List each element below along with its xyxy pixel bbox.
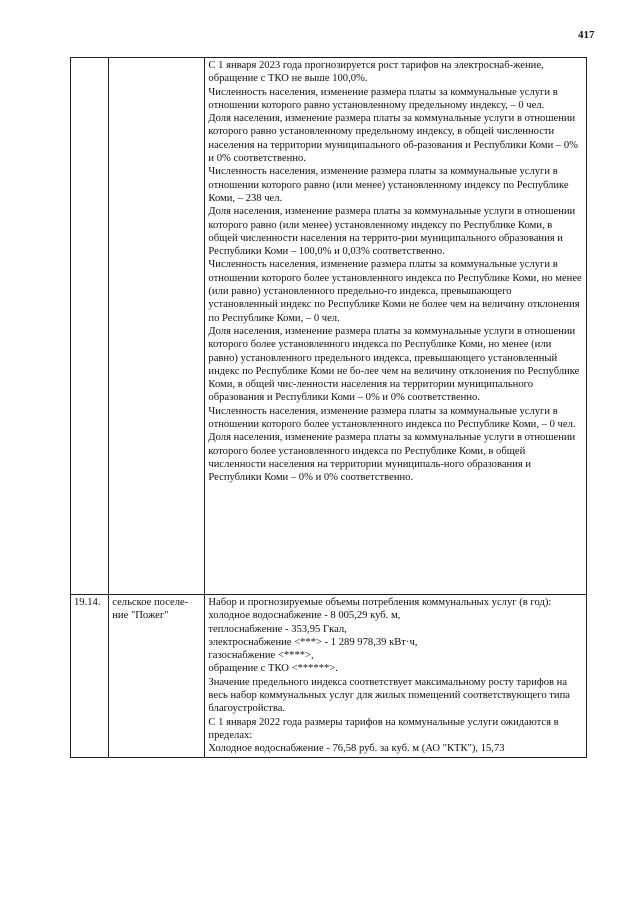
paragraph: Холодное водоснабжение - 76,58 руб. за куб. м (АО "КТК"), 15,73	[208, 743, 505, 755]
paragraph: Значение предельного индекса соответствует максимальному росту тарифов на весь набор коммунальных услуг для жилых помещений соответствующего типа благоустройства.	[208, 676, 570, 715]
paragraph: Численность населения, изменение размера платы за коммунальные услуги в отношении которого более установленного индекса по Республике Коми, – 0 чел.	[208, 405, 576, 431]
paragraph: Доля населения, изменение размера платы за коммунальные услуги в отношении которого более установленного индекса по Республике Коми, но менее (или равно) установленного предельного индекса, превышающего установленный индекс по Республике Коми не бо-лее чем на величину отклонения по Республике Коми, в общей чис-ленности населения на территории муниципального образования и Республики Коми – 0% и 0% соответственно.	[208, 325, 580, 404]
paragraph: Численность населения, изменение размера платы за коммунальные услуги в отношении которого равно установленному предельному индексу, – 0 чел.	[208, 86, 558, 111]
paragraph: С 1 января 2023 года прогнозируется рост тарифов на электроснаб-жение, обращение с ТКО не выше 100,0%.	[208, 60, 544, 85]
paragraph: холодное водоснабжение - 8 005,29 куб. м,	[208, 610, 401, 622]
paragraph: электроснабжение <***> - 1 289 978,39 кВт·ч,	[208, 636, 418, 648]
municipality-name-cell: сельское поселе-ние "Пожег"	[109, 595, 205, 758]
table-row-19-14	[71, 595, 587, 758]
paragraph: обращение с ТКО <******>.	[208, 663, 338, 675]
description-cell	[205, 595, 587, 758]
tariff-table	[70, 57, 587, 758]
paragraph: Численность населения, изменение размера платы за коммунальные услуги в отношении которого более установленного индекса по Республике Коми, но менее (или равно) установленного предельно-го индекса, превышающего установленный индекс по Республике Коми не более чем на величину отклонения по Республике Коми, – 0 чел.	[208, 259, 582, 324]
paragraph: Доля населения, изменение размера платы за коммунальные услуги в отношении которого равно (или менее) установленному индексу по Республике Коми, в общей численности населения на террито-рии муниципального образования и Республики Коми – 100,0% и 0,03% соответственно.	[208, 206, 576, 258]
paragraph: Численность населения, изменение размера платы за коммунальные услуги в отношении которого равно (или менее) установленному индексу по Республике Коми, – 238 чел.	[208, 166, 569, 204]
row-number-cell: 19.14.	[71, 595, 109, 758]
table-row-continuation	[71, 58, 587, 595]
description-cell	[205, 58, 587, 595]
page-number: 417	[578, 29, 595, 41]
paragraph: С 1 января 2022 года размеры тарифов на коммунальные услуги ожидаются в пределах:	[208, 716, 559, 741]
paragraph: газоснабжение <****>,	[208, 650, 314, 662]
paragraph: Набор и прогнозируемые объемы потребления коммунальных услуг (в год):	[208, 597, 552, 608]
paragraph: теплоснабжение - 353,95 Гкал,	[208, 623, 347, 635]
paragraph: Доля населения, изменение размера платы за коммунальные услуги в отношении которого более установленного индекса по Республике Коми, в общей численности населения на территории муниципаль-ного образования и Республики Коми – 0% и 0% соответственно.	[208, 432, 576, 484]
municipality-name-cell	[109, 58, 205, 595]
row-number-cell	[71, 58, 109, 595]
paragraph: Доля населения, изменение размера платы за коммунальные услуги в отношении которого равно установленному предельному индексу, в общей численности населения на территории муниципального об-разования и Республики Коми – 0% и 0% соответственно.	[208, 113, 578, 165]
